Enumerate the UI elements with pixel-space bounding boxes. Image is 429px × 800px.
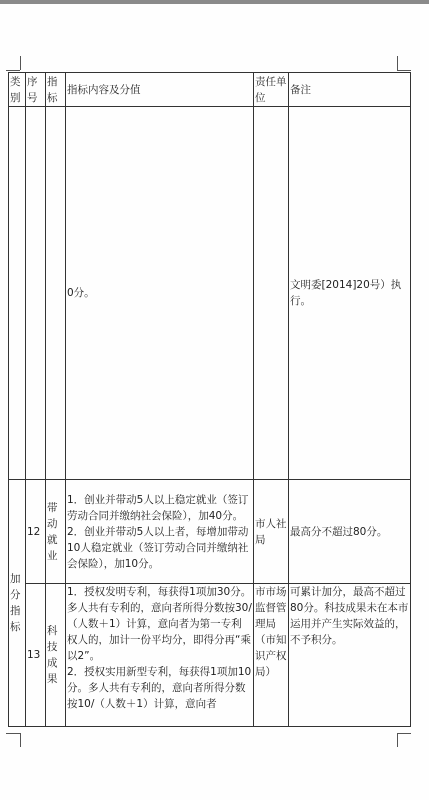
cell-indicator: 带动就业	[46, 480, 66, 584]
cell-unit: 市人社局	[254, 480, 289, 584]
crop-mark-top-right-v	[397, 56, 398, 70]
crop-mark-bottom-right-v	[397, 733, 398, 747]
table-row	[9, 584, 411, 727]
table-header-row	[9, 73, 411, 107]
crop-mark-bottom-left-v	[20, 733, 21, 747]
cell-number	[26, 107, 46, 480]
header-indicator: 指标	[46, 73, 66, 107]
crop-mark-top-left-v	[20, 56, 21, 70]
cell-category-merged: 加分指标	[9, 480, 26, 727]
crop-mark-top-right-h	[397, 70, 411, 71]
cell-note: 文明委[2014]20号）执行。	[289, 107, 411, 480]
table-row	[9, 480, 411, 584]
cell-content: 1．授权发明专利，每获得1项加30分。多人共有专利的，意向者所得分数按30/（人数＋1）计算，意向者为第一专利权人的，加计一份平均分，即得分再“乘以2”。 2．授权实用新型专利，每获得1项加10分。多人共有专利的，意向者所得分数按10/（人数＋1）计算，意向者	[66, 584, 254, 727]
cell-number: 13	[26, 584, 46, 727]
crop-mark-bottom-left-h	[6, 733, 20, 734]
header-content: 指标内容及分值	[66, 73, 254, 107]
table-row	[9, 107, 411, 480]
cell-note: 可累计加分，最高不超过80分。科技成果未在本市运用并产生实际效益的，不予积分。	[289, 584, 411, 727]
header-note: 备注	[289, 73, 411, 107]
cell-indicator: 科技成果	[46, 584, 66, 727]
cell-unit	[254, 107, 289, 480]
header-unit: 责任单位	[254, 73, 289, 107]
cell-category	[9, 107, 26, 480]
cell-unit: 市市场监督管理局（市知识产权局）	[254, 584, 289, 727]
cell-indicator	[46, 107, 66, 480]
cell-content: 1．创业并带动5人以上稳定就业（签订劳动合同并缴纳社会保险），加40分。 2．创业并带动5人以上者，每增加带动10人稳定就业（签订劳动合同并缴纳社会保险），加10分。	[66, 480, 254, 584]
indicator-table	[8, 72, 411, 727]
header-category: 类别	[9, 73, 26, 107]
cell-number: 12	[26, 480, 46, 584]
crop-mark-bottom-right-h	[397, 733, 411, 734]
cell-content: 0分。	[66, 107, 254, 480]
crop-mark-top-left-h	[6, 70, 20, 71]
window-top-bar	[0, 0, 429, 4]
header-number: 序号	[26, 73, 46, 107]
cell-note: 最高分不超过80分。	[289, 480, 411, 584]
